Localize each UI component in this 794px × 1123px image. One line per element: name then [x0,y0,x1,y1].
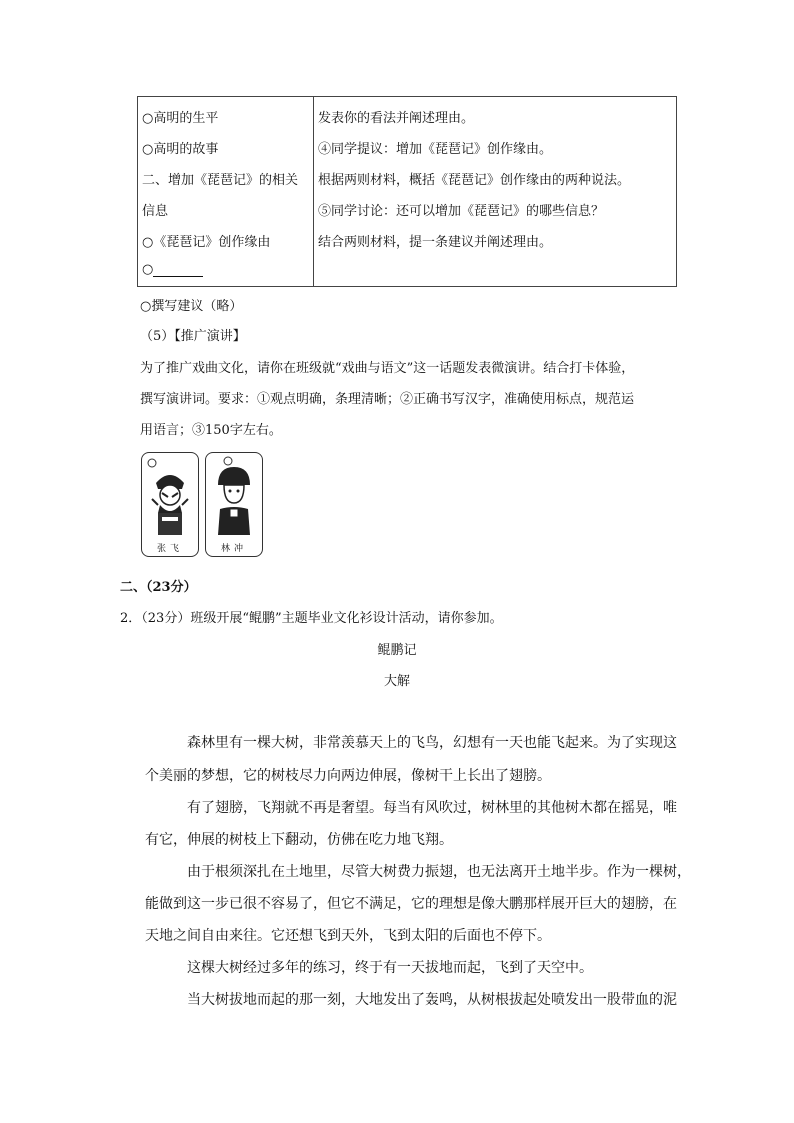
section5-heading: （5）【推广演讲】 [140,329,246,344]
part2-heading: 二、（23分） [120,580,197,595]
story-paragraph-line: 个美丽的梦想，它的树枝尽力向两边伸展，像树干上长出了翅膀。 [145,768,551,784]
outline-left-line: ○高明的生平 [142,111,219,126]
outline-left-blank-item [142,262,203,277]
outline-left-line: ○《琵琶记》创作缘由 [142,235,271,250]
outline-left-line: 信息 [142,204,169,219]
outline-right-line: ⑤同学讨论：还可以增加《琵琶记》的哪些信息？ [318,204,605,219]
outline-right-line: 结合两则材料，提一条建议并阐述理由。 [318,235,553,250]
section5-body-line: 用语言；③150字左右。 [140,423,282,438]
outline-right-line: 根据两则材料，概括《琵琶记》创作缘由的两种说法。 [318,173,631,188]
write-suggestion-note: ○撰写建议（略） [140,299,243,314]
card-label: 张飞 [156,544,183,554]
story-paragraph-line: 有它，伸展的树枝上下翻动，仿佛在吃力地飞翔。 [145,832,453,848]
story-paragraph-line: 能做到这一步已很不容易了，但它不满足，它的理想是像大鹏那样展开巨大的翅膀，在 [145,896,677,912]
story-author: 大解 [383,674,410,689]
question-2-prompt: 2．（23分）班级开展“鲲鹏”主题毕业文化衫设计活动，请你参加。 [120,611,503,626]
outline-right-line: ④同学提议：增加《琵琶记》创作缘由。 [318,142,553,157]
outline-table [137,96,677,287]
story-paragraph-line: 有了翅膀，飞翔就不再是奢望。每当有风吹过，树林里的其他树木都在摇晃，唯 [187,800,677,816]
linchong-figure-icon [206,453,262,543]
card-label: 林冲 [220,544,247,554]
outline-right-column [314,97,677,287]
outline-left-line: 二、增加《琵琶记》的相关 [142,173,299,188]
zhangfei-figure-icon [142,453,198,543]
blank-item-marker: ○ [142,262,154,277]
fill-in-blank[interactable] [153,264,203,277]
story-title: 鲲鹏记 [377,643,417,658]
story-paragraph-line: 由于根须深扎在土地里，尽管大树费力振翅，也无法离开土地半步。作为一棵树， [187,864,691,880]
outline-right-line: 发表你的看法并阐述理由。 [318,111,475,126]
story-paragraph-line: 当大树拔地而起的那一刻，大地发出了轰鸣，从树根拔起处喷发出一股带血的泥 [187,992,677,1008]
outline-left-column [138,97,314,287]
story-paragraph-line: 这棵大树经过多年的练习，终于有一天拔地而起，飞到了天空中。 [187,960,593,976]
section5-body-line: 撰写演讲词。要求：①观点明确，条理清晰；②正确书写汉字，准确使用标点，规范运 [140,392,635,407]
opera-card-zhangfei [141,452,199,557]
outline-left-line: ○高明的故事 [142,142,219,157]
section5-body-line: 为了推广戏曲文化，请你在班级就“戏曲与语文”这一话题发表微演讲。结合打卡体验， [140,361,635,376]
opera-card-linchong [205,452,263,557]
story-paragraph-line: 森林里有一棵大树，非常羡慕天上的飞鸟，幻想有一天也能飞起来。为了实现这 [187,735,677,751]
story-paragraph-line: 天地之间自由来往。它还想飞到天外，飞到太阳的后面也不停下。 [145,928,551,944]
